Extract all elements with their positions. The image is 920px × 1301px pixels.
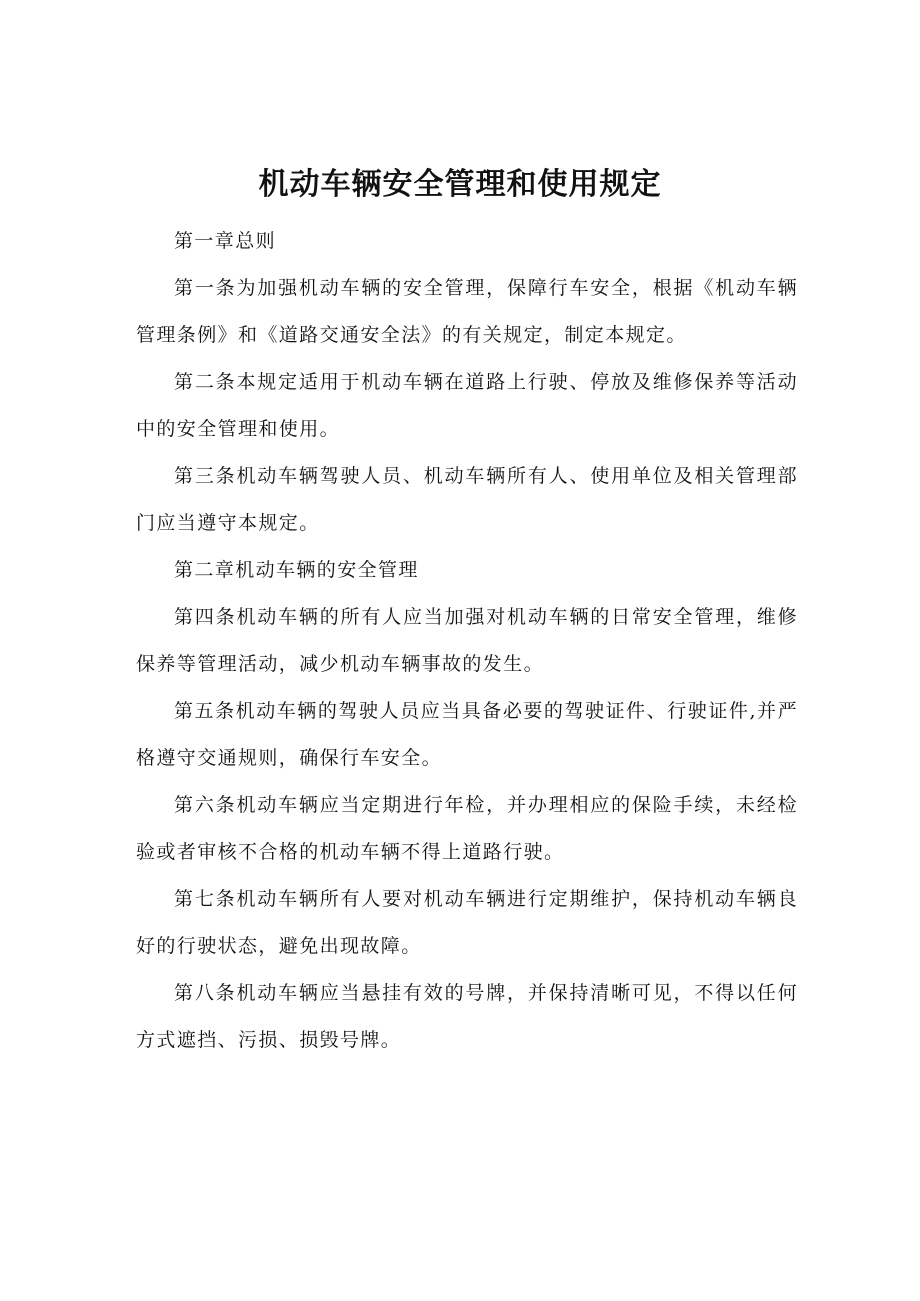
document-title: 机动车辆安全管理和使用规定 [258, 167, 662, 202]
article-7: 第七条机动车辆所有人要对机动车辆进行定期维护，保持机动车辆良好的行驶状态，避免出现故障。 [136, 888, 798, 957]
article-1: 第一条为加强机动车辆的安全管理，保障行车安全，根据《机动车辆管理条例》和《道路交通安全法》的有关规定，制定本规定。 [136, 277, 798, 346]
article-6: 第六条机动车辆应当定期进行年检，并办理相应的保险手续，未经检验或者审核不合格的机动车辆不得上道路行驶。 [136, 794, 798, 863]
article-2: 第二条本规定适用于机动车辆在道路上行驶、停放及维修保养等活动中的安全管理和使用。 [136, 371, 798, 440]
chapter-heading-2: 第二章机动车辆的安全管理 [174, 559, 419, 581]
chapter-heading-1: 第一章总则 [174, 230, 277, 252]
article-4: 第四条机动车辆的所有人应当加强对机动车辆的日常安全管理，维修保养等管理活动，减少机动车辆事故的发生。 [136, 606, 798, 675]
article-8: 第八条机动车辆应当悬挂有效的号牌，并保持清晰可见，不得以任何方式遮挡、污损、损毁号牌。 [136, 982, 798, 1051]
article-5: 第五条机动车辆的驾驶人员应当具备必要的驾驶证件、行驶证件,并严格遵守交通规则，确保行车安全。 [136, 700, 798, 769]
document-body [136, 218, 798, 1064]
article-3: 第三条机动车辆驾驶人员、机动车辆所有人、使用单位及相关管理部门应当遵守本规定。 [136, 465, 798, 534]
